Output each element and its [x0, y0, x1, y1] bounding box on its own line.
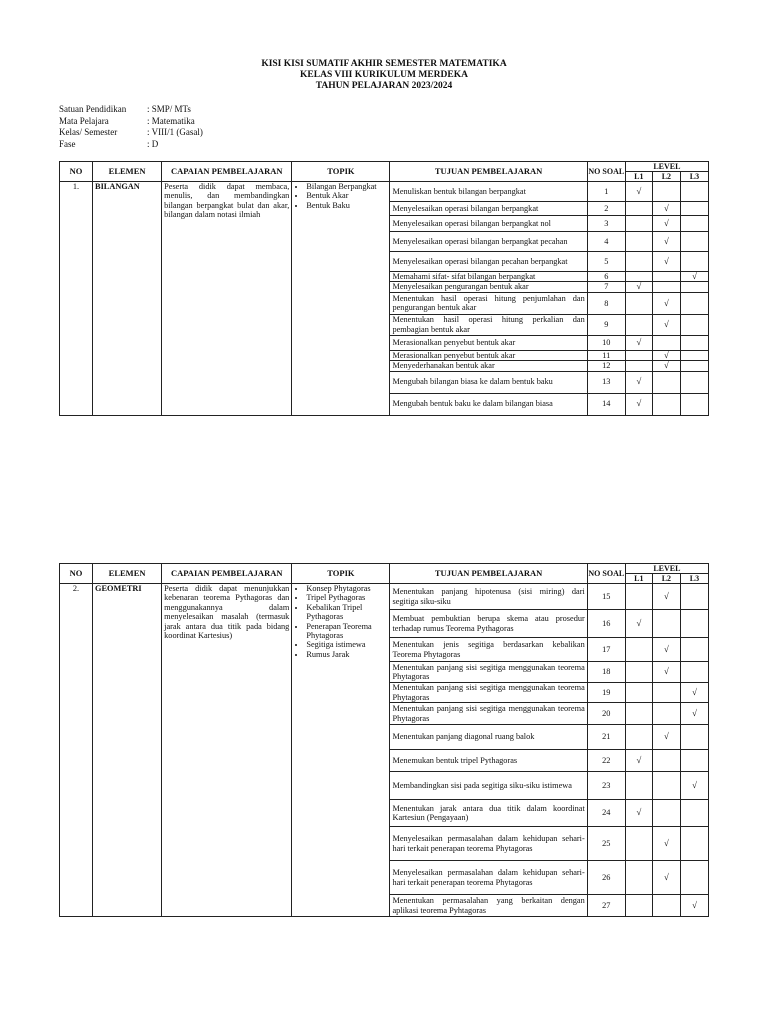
tujuan-cell: Menentukan panjang hipotenusa (sisi miring) dari segitiga siku-siku [390, 584, 587, 610]
level-check-l2: √ [652, 292, 680, 314]
no-soal-cell: 3 [587, 216, 625, 232]
section-no: 2. [60, 584, 93, 917]
topik-item: • Konsep Phytagoras [306, 584, 387, 593]
title-line-2: KELAS VIII KURIKULUM MERDEKA [300, 70, 468, 80]
no-soal-cell: 8 [587, 292, 625, 314]
level-check-l2: √ [652, 216, 680, 232]
no-soal-cell: 23 [587, 772, 625, 800]
no-soal-cell: 18 [587, 662, 625, 683]
level-check-l2: √ [652, 350, 680, 360]
header-no-soal: NO SOAL [587, 564, 625, 584]
tujuan-cell: Menentukan permasalahan yang berkaitan dengan aplikasi teorema Pyhtagoras [390, 895, 587, 917]
level-empty-l3 [680, 335, 708, 350]
level-empty-l1 [625, 202, 652, 216]
section-topik [292, 182, 390, 416]
no-soal-cell: 25 [587, 827, 625, 861]
level-empty-l3 [680, 662, 708, 683]
no-soal-cell: 11 [587, 350, 625, 360]
level-empty-l3 [680, 750, 708, 772]
header-l3: L3 [680, 574, 708, 584]
tujuan-cell: Menentukan panjang diagonal ruang balok [390, 725, 587, 750]
level-check-l1: √ [625, 335, 652, 350]
level-empty-l1 [625, 861, 652, 895]
table-row [60, 584, 709, 610]
level-empty-l3 [680, 314, 708, 335]
meta-key: Kelas/ Semester [59, 127, 118, 137]
level-empty-l3 [680, 216, 708, 232]
meta-row [59, 139, 203, 151]
header-level: LEVEL [625, 162, 708, 172]
meta-key: Mata Pelajara [59, 115, 109, 126]
level-check-l2: √ [652, 827, 680, 861]
tujuan-cell: Memahami sifat- sifat bilangan berpangkat [390, 272, 587, 282]
header-tujuan: TUJUAN PEMBELAJARAN [390, 564, 587, 584]
level-empty-l1 [625, 662, 652, 683]
topik-item: • Kebalikan Tripel Pythagoras [306, 603, 387, 622]
level-empty-l3 [680, 182, 708, 202]
no-soal-cell: 20 [587, 703, 625, 725]
level-empty-l3 [680, 361, 708, 371]
level-empty-l3 [680, 827, 708, 861]
level-empty-l1 [625, 584, 652, 610]
level-empty-l2 [652, 272, 680, 282]
tujuan-cell: Menentukan panjang sisi segitiga menggunakan teorema Phytagoras [390, 662, 587, 683]
level-empty-l3 [680, 232, 708, 252]
level-empty-l3 [680, 202, 708, 216]
level-empty-l2 [652, 282, 680, 292]
level-empty-l3 [680, 638, 708, 662]
level-empty-l1 [625, 314, 652, 335]
level-check-l1: √ [625, 393, 652, 415]
kisi-table-bilangan [59, 161, 709, 416]
tujuan-cell: Menentukan jarak antara dua titik dalam koordinat Kartesiun (Pengayaan) [390, 800, 587, 827]
level-empty-l3 [680, 292, 708, 314]
level-empty-l3 [680, 282, 708, 292]
level-check-l3: √ [680, 895, 708, 917]
tujuan-cell: Membandingkan sisi pada segitiga siku-siku istimewa [390, 772, 587, 800]
no-soal-cell: 12 [587, 361, 625, 371]
level-check-l2: √ [652, 584, 680, 610]
section-elemen: GEOMETRI [93, 584, 162, 917]
no-soal-cell: 22 [587, 750, 625, 772]
level-empty-l1 [625, 252, 652, 272]
header-topik: TOPIK [292, 162, 390, 182]
header-l3: L3 [680, 172, 708, 182]
no-soal-cell: 14 [587, 393, 625, 415]
level-empty-l1 [625, 895, 652, 917]
header-elemen: ELEMEN [93, 564, 162, 584]
level-empty-l2 [652, 750, 680, 772]
no-soal-cell: 15 [587, 584, 625, 610]
header-topik: TOPIK [292, 564, 390, 584]
level-empty-l2 [652, 703, 680, 725]
header-l2: L2 [652, 574, 680, 584]
level-check-l2: √ [652, 232, 680, 252]
level-empty-l1 [625, 827, 652, 861]
title-line-3: TAHUN PELAJARAN 2023/2024 [315, 81, 453, 91]
no-soal-cell: 7 [587, 282, 625, 292]
topik-item: • Tripel Pythagoras [306, 593, 387, 602]
level-empty-l3 [680, 371, 708, 393]
level-empty-l3 [680, 252, 708, 272]
topik-item: • Bentuk Baku [306, 201, 387, 210]
level-check-l1: √ [625, 371, 652, 393]
level-empty-l2 [652, 182, 680, 202]
table-row [60, 182, 709, 202]
header-capaian: CAPAIAN PEMBELAJARAN [162, 564, 292, 584]
section-no: 1. [60, 182, 93, 416]
level-empty-l2 [652, 800, 680, 827]
tujuan-cell: Menyelesaikan permasalahan dalam kehidupan sehari- hari terkait penerapan teorema Phytagoras [390, 861, 587, 895]
level-check-l1: √ [625, 182, 652, 202]
level-empty-l3 [680, 584, 708, 610]
section-elemen: BILANGAN [93, 182, 162, 416]
tujuan-cell: Mengubah bentuk baku ke dalam bilangan biasa [390, 393, 587, 415]
tujuan-cell: Menemukan bentuk tripel Pythagoras [390, 750, 587, 772]
level-empty-l2 [652, 371, 680, 393]
meta-value: : Matematika [147, 115, 195, 126]
topik-list [294, 182, 387, 210]
level-empty-l3 [680, 725, 708, 750]
tujuan-cell: Merasionalkan penyebut bentuk akar [390, 350, 587, 360]
level-check-l1: √ [625, 282, 652, 292]
level-empty-l1 [625, 683, 652, 703]
no-soal-cell: 21 [587, 725, 625, 750]
no-soal-cell: 10 [587, 335, 625, 350]
meta-row [59, 104, 203, 116]
level-empty-l3 [680, 350, 708, 360]
level-check-l2: √ [652, 361, 680, 371]
title-line-1: KISI KISI SUMATIF AKHIR SEMESTER MATEMATIKA [261, 59, 507, 69]
topik-item: • Rumus Jarak [306, 650, 387, 659]
level-check-l1: √ [625, 610, 652, 638]
table-header-row [60, 162, 709, 172]
topik-item: • Bilangan Berpangkat [306, 182, 387, 191]
level-empty-l1 [625, 350, 652, 360]
header-no: NO [60, 162, 93, 182]
no-soal-cell: 9 [587, 314, 625, 335]
tujuan-cell: Menyederhanakan bentuk akar [390, 361, 587, 371]
header-no-soal: NO SOAL [587, 162, 625, 182]
topik-item: • Bentuk Akar [306, 191, 387, 200]
no-soal-cell: 27 [587, 895, 625, 917]
level-empty-l3 [680, 800, 708, 827]
document-title [0, 59, 768, 92]
no-soal-cell: 19 [587, 683, 625, 703]
section-topik [292, 584, 390, 917]
level-check-l2: √ [652, 662, 680, 683]
tujuan-cell: Mengubah bilangan biasa ke dalam bentuk baku [390, 371, 587, 393]
meta-row [59, 127, 203, 139]
no-soal-cell: 6 [587, 272, 625, 282]
kisi-table-geometri [59, 563, 709, 917]
no-soal-cell: 2 [587, 202, 625, 216]
level-empty-l1 [625, 216, 652, 232]
level-empty-l1 [625, 703, 652, 725]
header-level: LEVEL [625, 564, 708, 574]
topik-list [294, 584, 387, 659]
level-check-l2: √ [652, 202, 680, 216]
level-check-l2: √ [652, 252, 680, 272]
level-empty-l3 [680, 861, 708, 895]
tujuan-cell: Menentukan hasil operasi hitung penjumlahan dan pengurangan bentuk akar [390, 292, 587, 314]
level-empty-l1 [625, 292, 652, 314]
tujuan-cell: Menyelesaikan operasi bilangan berpangkat [390, 202, 587, 216]
level-empty-l1 [625, 232, 652, 252]
meta-key: Fase [59, 138, 76, 149]
meta-row [59, 116, 203, 128]
tujuan-cell: Merasionalkan penyebut bentuk akar [390, 335, 587, 350]
level-empty-l2 [652, 683, 680, 703]
tujuan-cell: Menuliskan bentuk bilangan berpangkat [390, 182, 587, 202]
topik-item: • Penerapan Teorema Phytagoras [306, 622, 387, 641]
no-soal-cell: 5 [587, 252, 625, 272]
section-capaian: Peserta didik dapat membaca, menulis, dan membandingkan bilangan berpangkat bulat dan akar, bilangan dalam notasi ilmiah [162, 182, 292, 416]
level-check-l3: √ [680, 272, 708, 282]
meta-value: : D [147, 138, 159, 149]
level-check-l3: √ [680, 703, 708, 725]
tujuan-cell: Menyelesaikan pengurangan bentuk akar [390, 282, 587, 292]
header-tujuan: TUJUAN PEMBELAJARAN [390, 162, 587, 182]
level-empty-l2 [652, 335, 680, 350]
header-l1: L1 [625, 574, 652, 584]
level-empty-l1 [625, 772, 652, 800]
level-empty-l1 [625, 725, 652, 750]
no-soal-cell: 16 [587, 610, 625, 638]
topik-item: • Segitiga istimewa [306, 640, 387, 649]
header-capaian: CAPAIAN PEMBELAJARAN [162, 162, 292, 182]
level-check-l2: √ [652, 314, 680, 335]
level-empty-l1 [625, 638, 652, 662]
section-capaian: Peserta didik dapat menunjukkan kebenaran teorema Pythagoras dan menggunakannya dalam menyelesaikan masalah (termasuk jarak antara dua titik pada bidang koordinat Kartesius) [162, 584, 292, 917]
document-meta [59, 104, 203, 150]
header-l1: L1 [625, 172, 652, 182]
meta-value: : SMP/ MTs [147, 104, 191, 114]
level-empty-l1 [625, 361, 652, 371]
tujuan-cell: Menyelesaikan permasalahan dalam kehidupan sehari- hari terkait penerapan teorema Phytagoras [390, 827, 587, 861]
no-soal-cell: 26 [587, 861, 625, 895]
tujuan-cell: Menentukan panjang sisi segitiga menggunakan teorema Phytagoras [390, 683, 587, 703]
no-soal-cell: 4 [587, 232, 625, 252]
level-check-l3: √ [680, 683, 708, 703]
tujuan-cell: Menyelesaikan operasi bilangan berpangkat nol [390, 216, 587, 232]
no-soal-cell: 1 [587, 182, 625, 202]
level-empty-l3 [680, 393, 708, 415]
level-check-l2: √ [652, 638, 680, 662]
tujuan-cell: Menentukan panjang sisi segitiga menggunakan teorema Phytagoras [390, 703, 587, 725]
level-empty-l2 [652, 610, 680, 638]
no-soal-cell: 13 [587, 371, 625, 393]
level-check-l2: √ [652, 861, 680, 895]
level-empty-l2 [652, 895, 680, 917]
header-no: NO [60, 564, 93, 584]
tujuan-cell: Menyelesaikan operasi bilangan pecahan berpangkat [390, 252, 587, 272]
level-check-l3: √ [680, 772, 708, 800]
meta-value: : VIII/1 (Gasal) [147, 127, 203, 137]
level-check-l2: √ [652, 725, 680, 750]
level-check-l1: √ [625, 750, 652, 772]
level-empty-l1 [625, 272, 652, 282]
level-empty-l2 [652, 772, 680, 800]
level-empty-l3 [680, 610, 708, 638]
table-header-row [60, 564, 709, 574]
meta-key: Satuan Pendidikan [59, 104, 127, 114]
tujuan-cell: Menyelesaikan operasi bilangan berpangkat pecahan [390, 232, 587, 252]
tujuan-cell: Menentukan jenis segitiga berdasarkan kebalikan Teorema Phytagoras [390, 638, 587, 662]
level-empty-l2 [652, 393, 680, 415]
tujuan-cell: Menentukan hasil operasi hitung perkalian dan pembagian bentuk akar [390, 314, 587, 335]
no-soal-cell: 24 [587, 800, 625, 827]
level-check-l1: √ [625, 800, 652, 827]
tujuan-cell: Membuat pembuktian berupa skema atau prosedur terhadap rumus Teorema Pythagoras [390, 610, 587, 638]
header-l2: L2 [652, 172, 680, 182]
no-soal-cell: 17 [587, 638, 625, 662]
header-elemen: ELEMEN [93, 162, 162, 182]
